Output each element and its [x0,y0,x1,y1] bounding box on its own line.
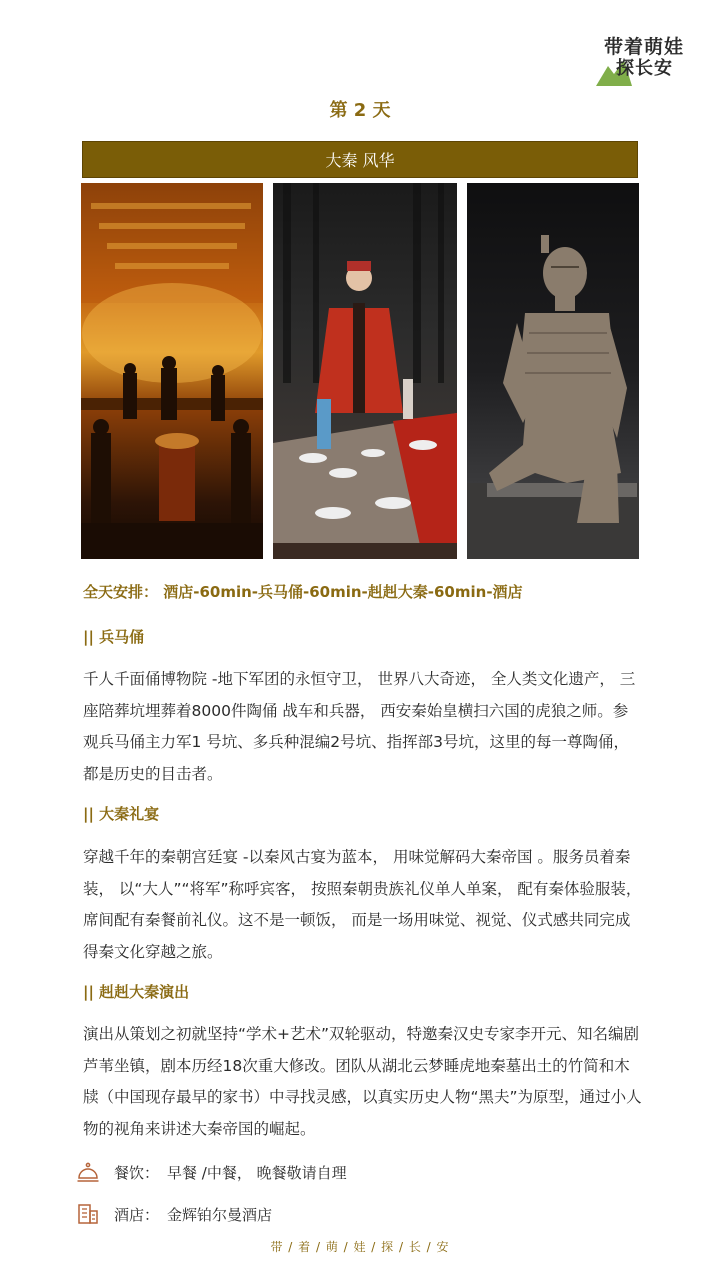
cloche-icon [76,1160,100,1184]
section-heading-terracotta: || 兵马俑 [83,628,145,646]
day-title: 第 2 天 [329,100,391,121]
section-body-banquet: 穿越千年的秦朝宫廷宴 -以秦风古宴为蓝本， 用味觉解码大秦帝国 。服务员着秦装， 以“大人”“将军”称呼宾客， 按照秦朝贵族礼仪单人单案， 配有秦体验服装，席间配有秦餐前礼仪。这不是一顿饭， 而是一场用味觉、视觉、仪式感共同完成得秦文化穿越之旅。 [83,848,642,961]
hotel-row [76,1200,272,1228]
section-body-show: 演出从策划之初就坚持“学术+艺术”双轮驱动，特邀秦汉史专家李开元、知名编剧芦苇坐镇，剧本历经18次重大修改。团队从湖北云梦睡虎地秦墓出土的竹简和木牍（中国现存最早的家书）中寻找灵感，以真实历史人物“黑夫”为原型，通过小人物的视角来讲述大秦帝国的崛起。 [83,1025,642,1138]
terracotta-warrior-photo [467,183,639,559]
section-heading-show: || 赳赳大秦演出 [83,983,190,1001]
logo-line1: 带着萌娃 [604,36,685,58]
theme-banner: 大秦 风华 [82,141,638,178]
section-heading-banquet: || 大秦礼宴 [83,805,160,823]
hotel-label: 酒店： [114,1205,160,1224]
brand-logo [594,30,684,86]
meals-row [76,1158,347,1186]
banquet-photo [273,183,457,559]
logo-line2: 探长安 [616,58,673,79]
show-stage-photo [81,183,263,559]
building-icon [76,1202,100,1226]
hotel-value: 金辉铂尔曼酒店 [167,1205,273,1224]
meals-value: 早餐 /中餐， 晚餐敬请自理 [167,1163,347,1182]
footer-tagline: 带 / 着 / 萌 / 娃 / 探 / 长 / 安 [270,1240,450,1254]
full-day-schedule: 全天安排： 酒店-60min-兵马俑-60min-赳赳大秦-60min-酒店 [83,583,523,601]
section-body-terracotta: 千人千面俑博物院 -地下军团的永恒守卫， 世界八大奇迹， 全人类文化遗产， 三座陪葬坑埋葬着8000件陶俑 战车和兵器， 西安秦始皇横扫六国的虎狼之师。参观兵马俑主力军1 号坑、多兵种混编2号坑、指挥部3号坑，这里的每一尊陶俑， 都是历史的目击者。 [83,670,636,783]
meals-label: 餐饮： [114,1163,160,1182]
